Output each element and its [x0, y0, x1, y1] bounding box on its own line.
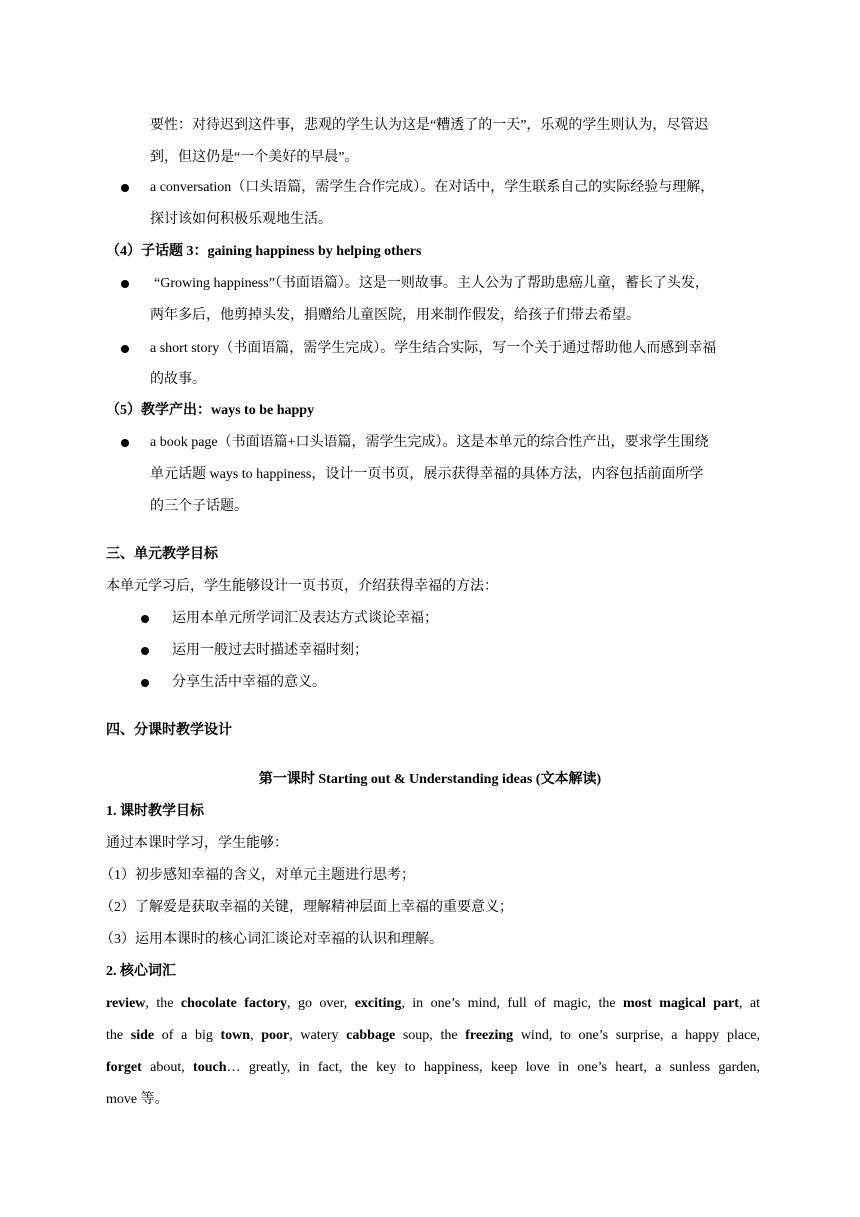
vocab-line	[106, 994, 760, 1014]
vocab-text: , at	[738, 996, 760, 1011]
key-vocab-term: exciting	[354, 996, 402, 1011]
vocab-text: soup, the	[395, 1028, 466, 1043]
objective-item: （1）初步感知幸福的含义，对单元主题进行思考；	[100, 868, 415, 883]
lesson-title: 第一课时 Starting out & Understanding ideas (文本解读)	[258, 772, 602, 787]
paragraph-line: 探讨该如何积极乐观地生活。	[150, 212, 332, 227]
bullet-icon	[121, 439, 129, 447]
subtopic-heading: （4）子话题 3：gaining happiness by helping others	[106, 244, 422, 259]
goal-item: 运用本单元所学词汇及表达方式谈论幸福；	[172, 611, 438, 626]
bullet-icon	[141, 679, 149, 687]
vocab-text: , watery	[289, 1028, 347, 1043]
paragraph-line: 要性：对待迟到这件事，悲观的学生认为这是“糟透了的一天”，乐观的学生则认为，尽管迟	[150, 118, 709, 133]
paragraph-line: 的故事。	[150, 372, 206, 387]
key-vocab-term: poor	[261, 1028, 290, 1043]
vocab-text: ,	[250, 1028, 262, 1043]
vocab-text: about,	[141, 1060, 194, 1075]
objectives-intro: 通过本课时学习，学生能够：	[106, 836, 288, 851]
key-vocab-term: most magical part	[622, 996, 739, 1011]
key-vocab-term: side	[130, 1028, 155, 1043]
goal-item: 分享生活中幸福的意义。	[172, 675, 326, 690]
section-intro: 本单元学习后，学生能够设计一页书页，介绍获得幸福的方法：	[106, 579, 498, 594]
vocab-text: of a big	[154, 1028, 221, 1043]
objectives-heading: 1. 课时教学目标	[106, 804, 204, 819]
vocab-text: , the	[145, 996, 181, 1011]
vocab-text: wind, to one’s surprise, a happy place,	[513, 1028, 760, 1043]
output-heading: （5）教学产出：ways to be happy	[106, 403, 315, 418]
vocab-text: … greatly, in fact, the key to happiness, keep love in one’s heart, a sunless garden,	[226, 1060, 760, 1075]
key-vocab-term: touch	[193, 1060, 227, 1075]
bullet-item-conversation: a conversation（口头语篇，需学生合作完成）。在对话中，学生联系自己的实际经验与理解，	[150, 180, 715, 195]
vocab-text: move 等。	[106, 1092, 169, 1107]
paragraph-line: 到，但这仍是“一个美好的早晨”。	[150, 150, 359, 165]
section-title: 四、分课时教学设计	[106, 723, 232, 738]
bullet-icon	[121, 280, 129, 288]
key-vocab-term: forget	[106, 1060, 142, 1075]
paragraph-line: 的三个子话题。	[150, 499, 248, 514]
key-vocab-term: town	[220, 1028, 251, 1043]
vocab-text: , go over,	[287, 996, 355, 1011]
section-title: 三、单元教学目标	[106, 547, 218, 562]
key-vocab-term: cabbage	[346, 1028, 396, 1043]
vocab-line	[106, 1058, 760, 1078]
key-vocab-term: freezing	[465, 1028, 514, 1043]
bullet-item-book-page: a book page（书面语篇+口头语篇，需学生完成）。这是本单元的综合性产出，要求学生围绕	[150, 435, 709, 450]
bullet-item-growing-happiness: “Growing happiness”（书面语篇）。这是一则故事。主人公为了帮助患癌儿童，蓄长了头发，	[154, 276, 709, 291]
key-vocab-term: review	[106, 996, 146, 1011]
bullet-icon	[141, 647, 149, 655]
bullet-icon	[121, 345, 129, 353]
bullet-item-short-story: a short story（书面语篇，需学生完成）。学生结合实际，写一个关于通过帮助他人而感到幸福	[150, 341, 717, 356]
key-vocab-term: chocolate factory	[180, 996, 288, 1011]
objective-item: （2）了解爱是获取幸福的关键，理解精神层面上幸福的重要意义；	[100, 900, 513, 915]
objective-item: （3）运用本课时的核心词汇谈论对幸福的认识和理解。	[100, 932, 443, 947]
paragraph-line: 两年多后，他剪掉头发，捐赠给儿童医院，用来制作假发，给孩子们带去希望。	[150, 308, 640, 323]
vocab-text: , in one’s mind, full of magic, the	[401, 996, 623, 1011]
vocab-line	[106, 1026, 760, 1046]
vocab-line	[106, 1090, 760, 1110]
paragraph-line: 单元话题 ways to happiness，设计一页书页，展示获得幸福的具体方法，内容包括前面所学	[150, 467, 704, 482]
goal-item: 运用一般过去时描述幸福时刻；	[172, 643, 368, 658]
vocab-heading: 2. 核心词汇	[106, 964, 176, 979]
bullet-icon	[121, 184, 129, 192]
bullet-icon	[141, 615, 149, 623]
vocab-text: the	[106, 1028, 131, 1043]
